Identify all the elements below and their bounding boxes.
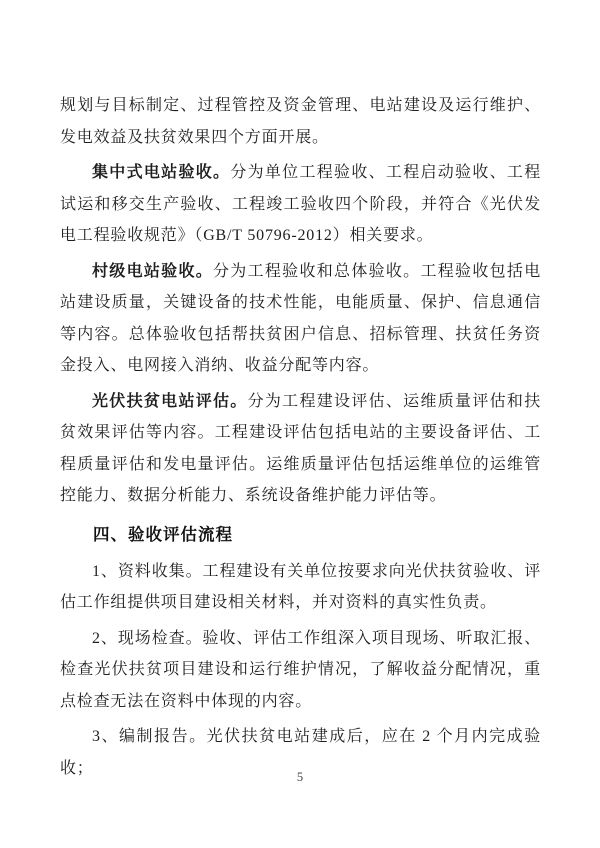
paragraph-text: 2、现场检查。验收、评估工作组深入项目现场、听取汇报、检查光伏扶贫项目建设和运行维护情况，了解收益分配情况，重点检查无法在资料中体现的内容。: [60, 629, 541, 710]
paragraph-step2-site-inspection: [60, 623, 541, 718]
paragraph-pv-poverty-station-evaluation: [60, 386, 541, 512]
paragraph-text: 分为单位工程验收、工程启动验收、工程试运和移交生产验收、工程竣工验收四个阶段，并符合《光伏发电工程验收规范》（GB/T 50796-2012）相关要求。: [60, 164, 542, 244]
paragraph-step1-data-collection: [60, 556, 541, 619]
paragraph-text: 1、资料收集。工程建设有关单位按要求向光伏扶贫验收、评估工作组提供项目建设相关材料，并对资料的真实性负责。: [60, 562, 541, 611]
paragraph-text: 分为工程建设评估、运维质量评估和扶贫效果评估等内容。工程建设评估包括电站的主要设备评估、工程质量评估和发电量评估。运维质量评估包括运维单位的运维管控能力、数据分析能力、系统设备维护能力评估等。: [60, 392, 541, 504]
paragraph-village-station-acceptance: [60, 256, 541, 382]
section-heading-acceptance-evaluation-process: 四、验收评估流程: [93, 525, 233, 544]
page-number: 5: [296, 770, 304, 784]
paragraph-text: 3、编制报告。光伏扶贫电站建成后，应在 2 个月内完成验收；: [60, 728, 541, 777]
paragraph-lead: 村级电站验收。: [92, 262, 214, 280]
paragraph-text: 规划与目标制定、过程管控及资金管理、电站建设及运行维护、发电效益及扶贫效果四个方面开展。: [60, 97, 541, 146]
paragraph-centralized-station-acceptance: [60, 157, 541, 252]
paragraph-lead: 集中式电站验收。: [92, 164, 231, 181]
paragraph-lead: 光伏扶贫电站评估。: [92, 392, 248, 410]
paragraph-text: 分为工程验收和总体验收。工程验收包括电站建设质量，关键设备的技术性能，电能质量、保护、信息通信等内容。总体验收包括帮扶贫困户信息、招标管理、扶贫任务资金投入、电网接入消纳、收益分配等内容。: [60, 262, 541, 374]
paragraph-continuation: [60, 90, 541, 153]
document-page-content: [60, 90, 541, 784]
